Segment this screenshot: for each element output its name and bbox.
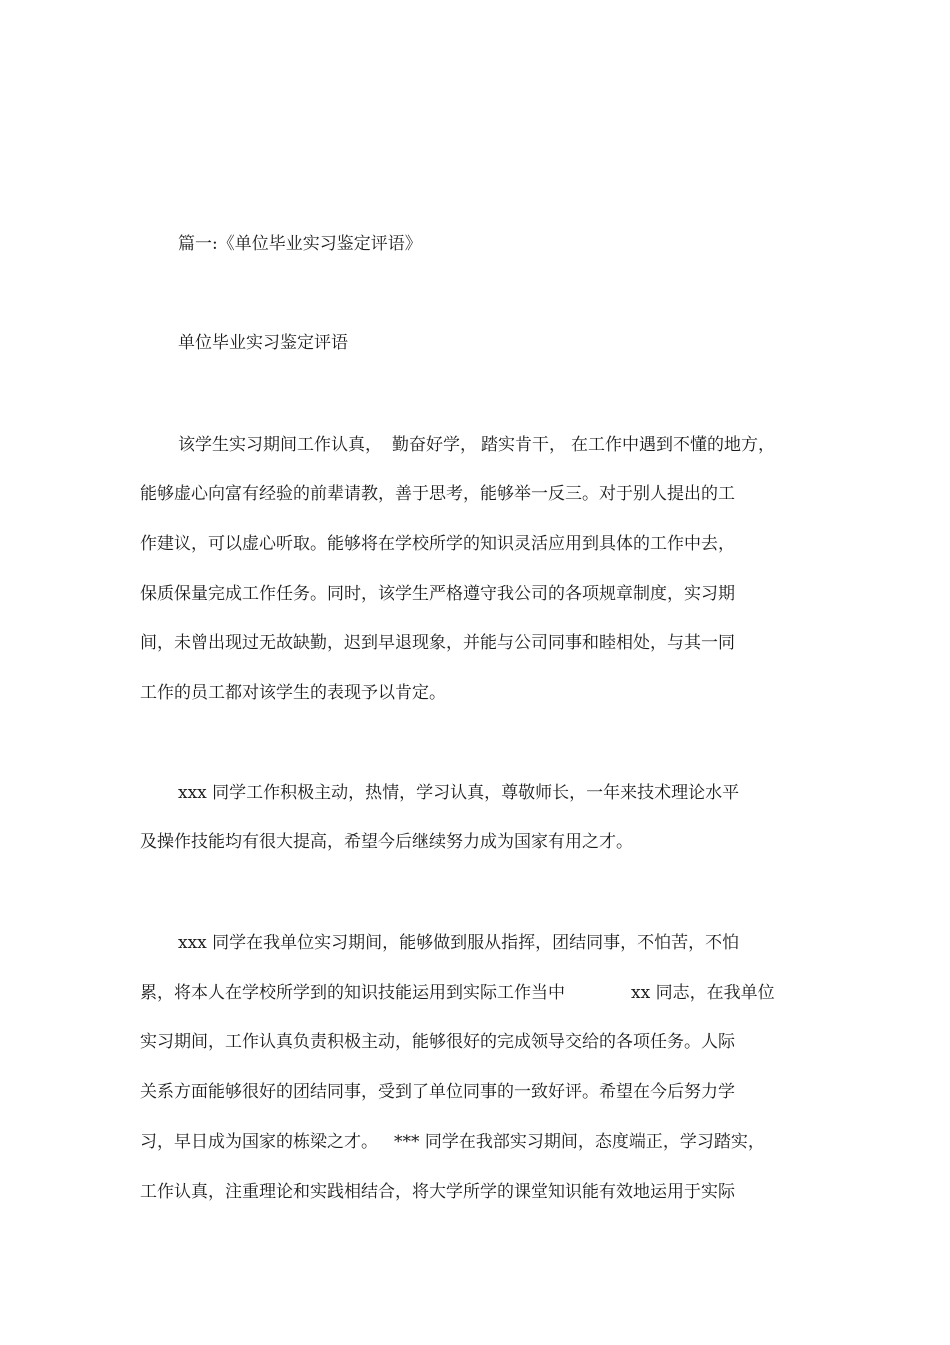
paragraph-1-line-5: 间，未曾出现过无故缺勤，迟到早退现象，并能与公司同事和睦相处，与其一同 xyxy=(140,633,735,653)
paragraph-1-segment: 勤奋好学， xyxy=(392,435,477,455)
paragraph-2-line-1: xxx 同学工作积极主动，热情，学习认真，尊敬师长，一年来技术理论水平 xyxy=(178,783,740,803)
paragraph-1-line-3: 作建议，可以虚心听取。能够将在学校所学的知识灵活应用到具体的工作中去， xyxy=(140,534,735,554)
paragraph-3-segment: 累，将本人在学校所学到的知识技能运用到实际工作当中 xyxy=(140,983,565,1003)
paragraph-3-line-5 xyxy=(140,1130,765,1154)
paragraph-1-line-2: 能够虚心向富有经验的前辈请教，善于思考，能够举一反三。对于别人提出的工 xyxy=(140,484,735,504)
paragraph-3-segment: xx 同志，在我单位 xyxy=(631,983,775,1003)
paragraph-1-line-6: 工作的员工都对该学生的表现予以肯定。 xyxy=(140,683,446,703)
paragraph-3-line-1: xxx 同学在我单位实习期间，能够做到服从指挥，团结同事，不怕苦，不怕 xyxy=(178,933,740,953)
paragraph-1-line-4: 保质保量完成工作任务。同时，该学生严格遵守我公司的各项规章制度，实习期 xyxy=(140,584,735,604)
paragraph-3-segment: *** 同学在我部实习期间，态度端正，学习踏实， xyxy=(394,1132,765,1152)
paragraph-3-segment: 习，早日成为国家的栋梁之才。 xyxy=(140,1132,378,1152)
paragraph-3-line-3: 实习期间，工作认真负责积极主动，能够很好的完成领导交给的各项任务。人际 xyxy=(140,1032,735,1052)
section-heading: 篇一:《单位毕业实习鉴定评语》 xyxy=(178,234,422,254)
paragraph-2-line-2: 及操作技能均有很大提高，希望今后继续努力成为国家有用之才。 xyxy=(140,832,633,852)
paragraph-3-line-2 xyxy=(140,981,775,1005)
paragraph-3-line-6: 工作认真，注重理论和实践相结合，将大学所学的课堂知识能有效地运用于实际 xyxy=(140,1182,735,1202)
paragraph-1-line-1 xyxy=(178,433,775,457)
paragraph-1-segment: 在工作中遇到不懂的地方， xyxy=(571,435,775,455)
paragraph-1-segment: 该学生实习期间工作认真， xyxy=(178,435,382,455)
document-title: 单位毕业实习鉴定评语 xyxy=(178,333,348,353)
paragraph-1-segment: 踏实肯干， xyxy=(481,435,566,455)
paragraph-3-line-4: 关系方面能够很好的团结同事，受到了单位同事的一致好评。希望在今后努力学 xyxy=(140,1082,735,1102)
